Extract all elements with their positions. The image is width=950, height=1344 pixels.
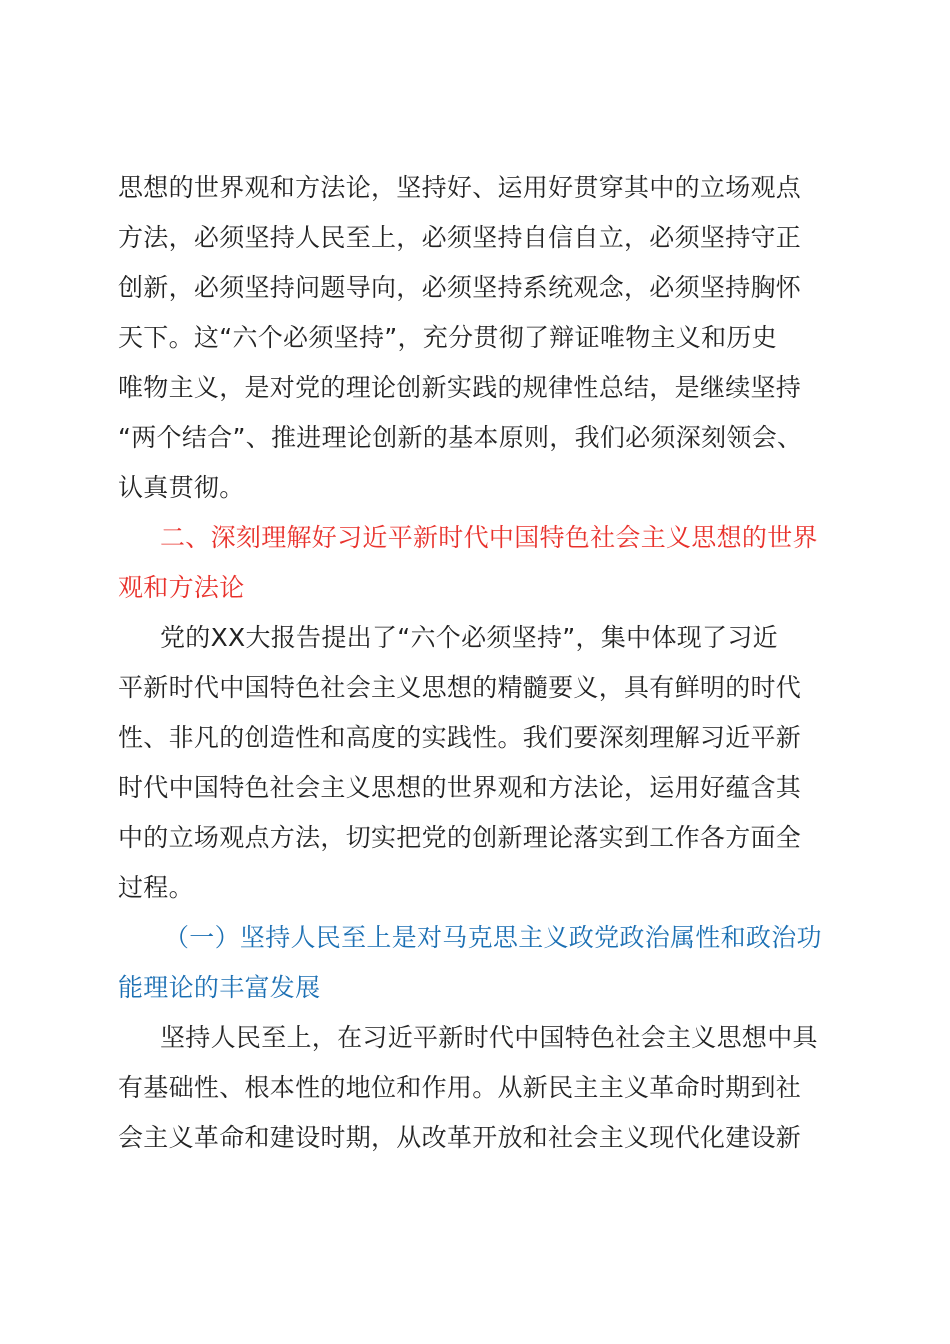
paragraph-2 [118, 613, 830, 913]
document-body [118, 163, 830, 1163]
text-line: 党的XX大报告提出了“六个必须坚持”，集中体现了习近 [160, 623, 778, 652]
paragraph-1 [118, 163, 830, 513]
text-line: 认真贯彻。 [118, 473, 245, 502]
text-line: 过程。 [118, 873, 194, 902]
text-line: 会主义革命和建设时期，从改革开放和社会主义现代化建设新 [118, 1123, 802, 1152]
text-line: 创新，必须坚持问题导向，必须坚持系统观念，必须坚持胸怀 [118, 273, 802, 302]
text-line: 坚持人民至上，在习近平新时代中国特色社会主义思想中具 [160, 1023, 818, 1052]
text-line: 有基础性、根本性的地位和作用。从新民主主义革命时期到社 [118, 1073, 802, 1102]
subheading-line: （一）坚持人民至上是对马克思主义政党政治属性和政治功 [164, 923, 822, 952]
paragraph-3 [118, 1013, 830, 1163]
heading-line: 二、深刻理解好习近平新时代中国特色社会主义思想的世界 [160, 523, 818, 552]
subheading-line: 能理论的丰富发展 [118, 973, 321, 1002]
text-line: 天下。这“六个必须坚持”，充分贯彻了辩证唯物主义和历史 [118, 323, 778, 352]
text-line: “两个结合”、推进理论创新的基本原则，我们必须深刻领会、 [118, 423, 803, 452]
subsection-heading-1 [118, 913, 830, 1013]
text-line: 方法，必须坚持人民至上，必须坚持自信自立，必须坚持守正 [118, 223, 802, 252]
section-heading-2 [118, 513, 830, 613]
text-line: 性、非凡的创造性和高度的实践性。我们要深刻理解习近平新 [118, 723, 802, 752]
text-line: 思想的世界观和方法论，坚持好、运用好贯穿其中的立场观点 [118, 173, 802, 202]
text-line: 中的立场观点方法，切实把党的创新理论落实到工作各方面全 [118, 823, 802, 852]
heading-line: 观和方法论 [118, 573, 245, 602]
text-line: 平新时代中国特色社会主义思想的精髓要义，具有鲜明的时代 [118, 673, 802, 702]
text-line: 唯物主义，是对党的理论创新实践的规律性总结，是继续坚持 [118, 373, 802, 402]
text-line: 时代中国特色社会主义思想的世界观和方法论，运用好蕴含其 [118, 773, 802, 802]
